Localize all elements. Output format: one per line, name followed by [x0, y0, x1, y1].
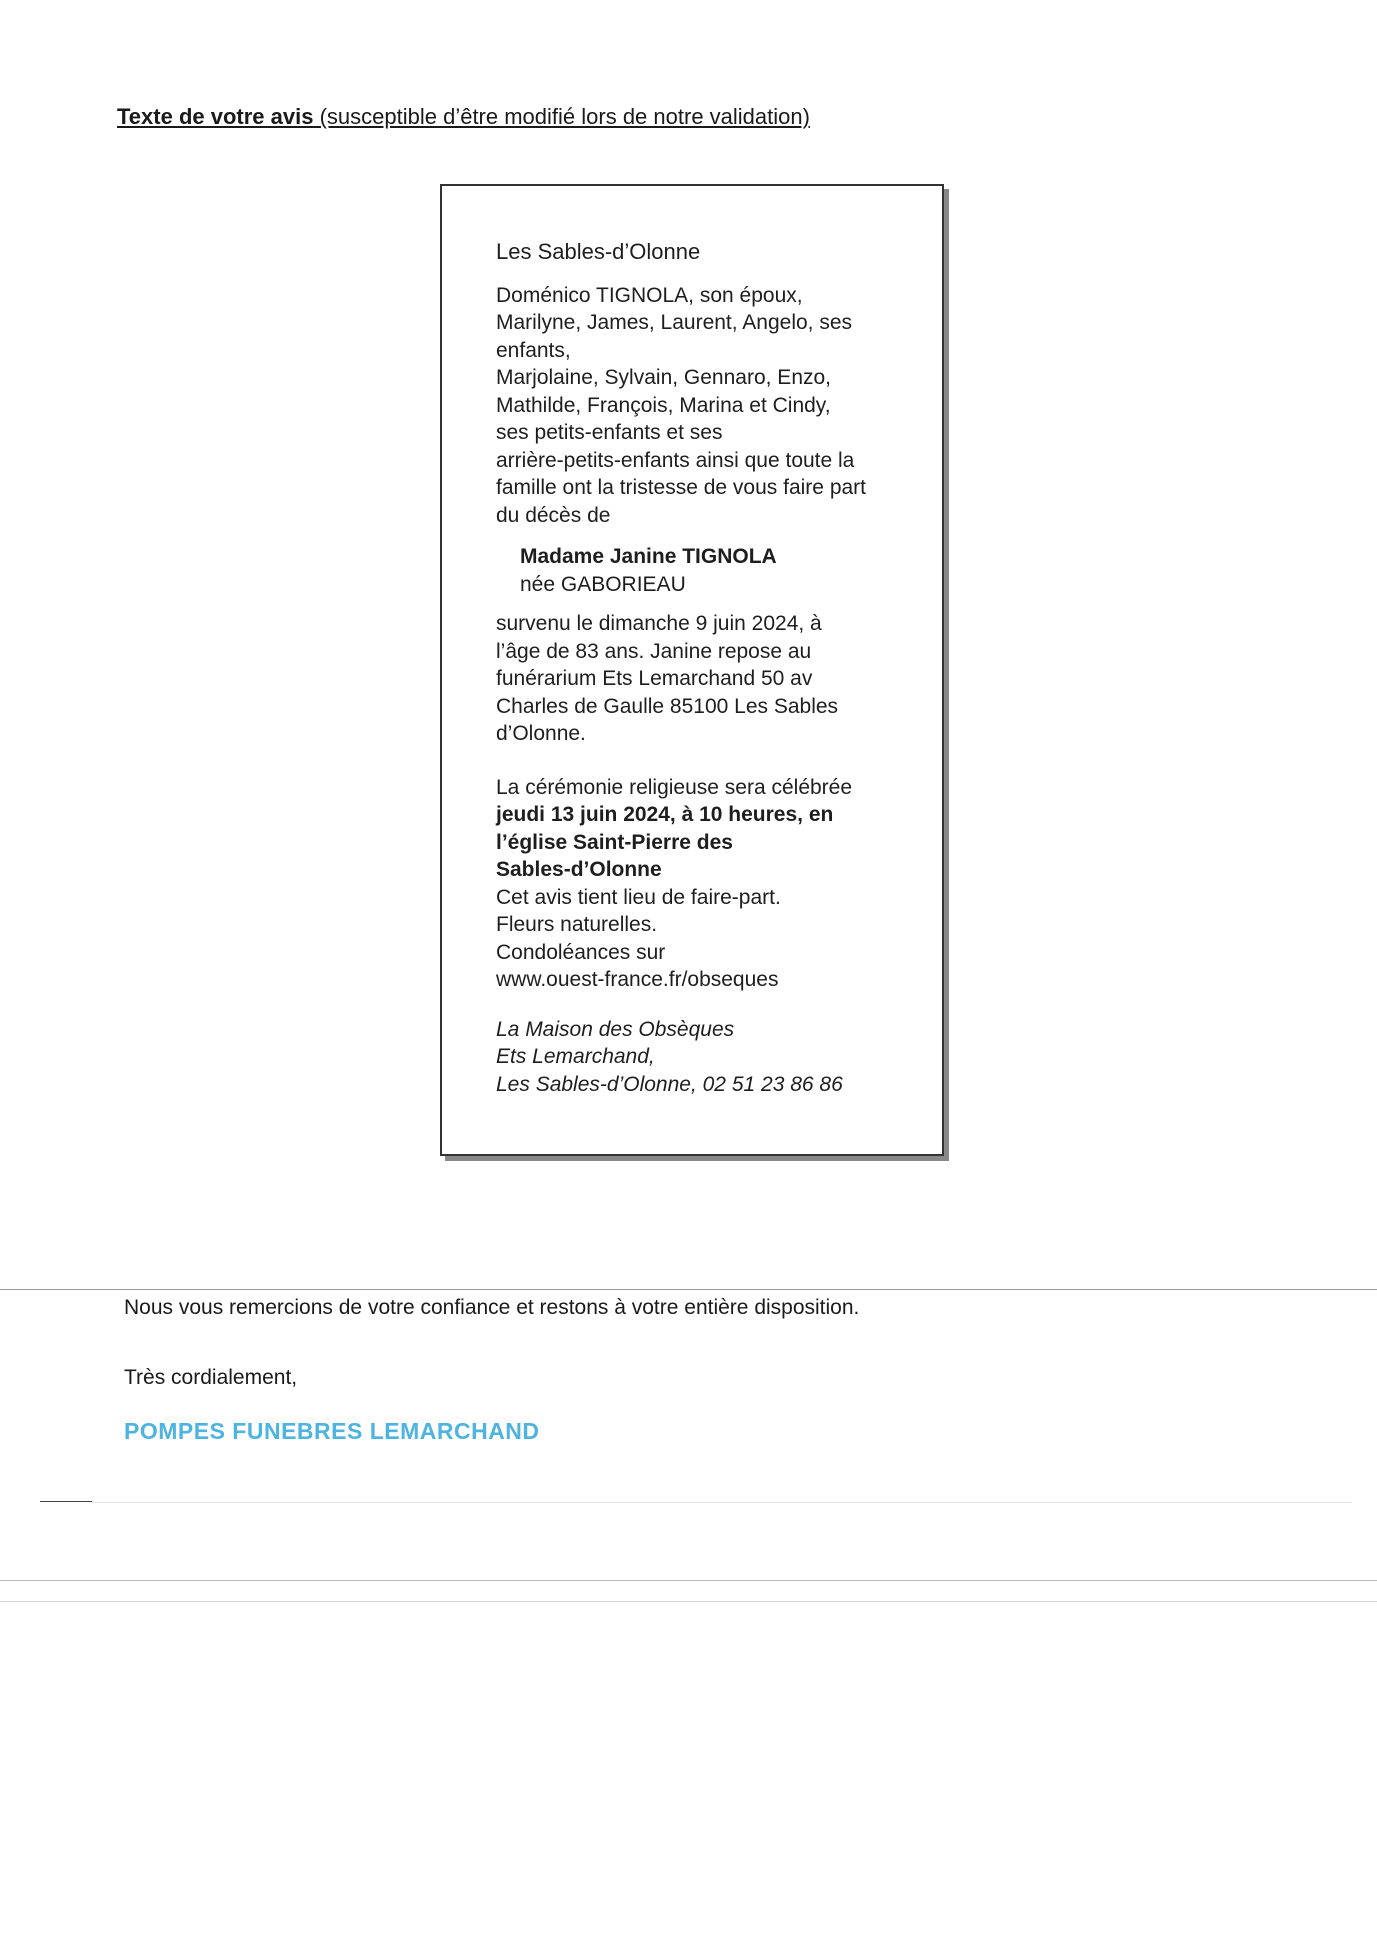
- family-line: Doménico TIGNOLA, son époux,: [496, 283, 803, 307]
- family-line: Mathilde, François, Marina et Cindy,: [496, 393, 831, 417]
- details-line: d’Olonne.: [496, 722, 586, 745]
- divider-line: [40, 1501, 92, 1502]
- deceased-name: Madame Janine TIGNOLA: [520, 545, 777, 568]
- family-line: Marjolaine, Sylvain, Gennaro, Enzo,: [496, 366, 832, 389]
- notice-header: [117, 104, 810, 130]
- obituary-notice-content: [496, 238, 916, 1098]
- header-title: Texte de votre avis: [117, 104, 314, 129]
- info-line: Condoléances sur: [496, 940, 666, 964]
- info-line: Cet avis tient lieu de faire-part.: [496, 885, 781, 909]
- details-line: funérarium Ets Lemarchand 50 av: [496, 667, 813, 690]
- ceremony-detail-line: Sables-d’Olonne: [496, 858, 662, 881]
- notice-town: Les Sables-d’Olonne: [496, 239, 701, 264]
- thanks-message: Nous vous remercions de votre confiance et restons à votre entière disposition.: [124, 1296, 860, 1319]
- death-details: [496, 610, 916, 748]
- family-line: Marilyne, James, Laurent, Angelo, ses: [496, 311, 853, 334]
- signature-line: Ets Lemarchand,: [496, 1045, 655, 1068]
- family-line: du décès de: [496, 503, 611, 527]
- ceremony-detail-line: l’église Saint-Pierre des: [496, 830, 733, 854]
- signature-line: La Maison des Obsèques: [496, 1017, 735, 1041]
- divider-line: [0, 1580, 1377, 1581]
- divider-line: [92, 1502, 1352, 1503]
- obituary-notice-box: [440, 184, 944, 1156]
- condolences-url: www.ouest-france.fr/obseques: [496, 968, 779, 991]
- signature-line: Les Sables-d’Olonne, 02 51 23 86 86: [496, 1072, 843, 1096]
- info-line: Fleurs naturelles.: [496, 913, 658, 936]
- divider-line: [0, 1289, 1377, 1290]
- header-subtitle: (susceptible d’être modifié lors de notre validation): [313, 104, 810, 129]
- ceremony-detail-line: jeudi 13 juin 2024, à 10 heures, en: [496, 803, 834, 826]
- family-line: enfants,: [496, 338, 571, 362]
- ceremony-intro: La cérémonie religieuse sera célébrée: [496, 775, 853, 799]
- divider-line: [0, 1601, 1377, 1602]
- details-line: Charles de Gaulle 85100 Les Sables: [496, 694, 839, 718]
- deceased-block: [496, 543, 916, 598]
- family-line: arrière-petits-enfants ainsi que toute la: [496, 448, 855, 472]
- details-line: survenu le dimanche 9 juin 2024, à: [496, 612, 822, 635]
- company-name: POMPES FUNEBRES LEMARCHAND: [124, 1418, 540, 1444]
- details-line: l’âge de 83 ans. Janine repose au: [496, 639, 812, 663]
- ceremony-block: [496, 774, 916, 994]
- family-paragraph: [496, 282, 916, 530]
- regards-closing: Très cordialement,: [124, 1366, 298, 1389]
- deceased-maiden-name: née GABORIEAU: [520, 572, 686, 596]
- funeral-home-signature: [496, 1016, 916, 1099]
- family-line: famille ont la tristesse de vous faire part: [496, 476, 867, 499]
- family-line: ses petits-enfants et ses: [496, 421, 723, 444]
